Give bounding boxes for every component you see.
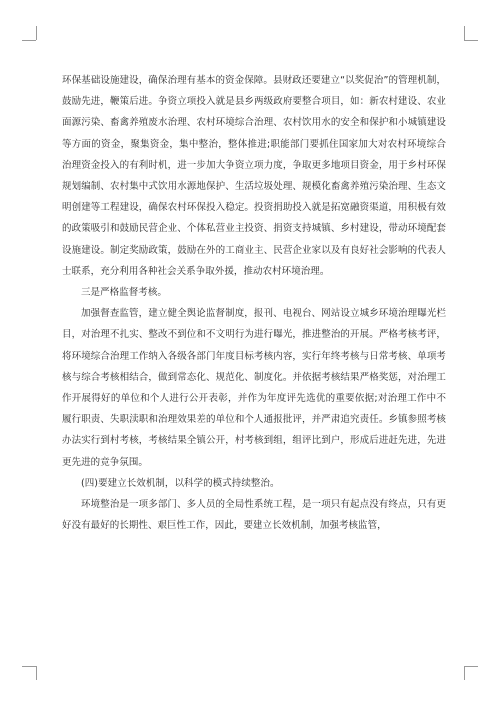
document-body [62,70,446,536]
paragraph-heading-supervision: 三是严格监督考核。 [81,287,167,299]
paragraph-mechanism: 环境整治是一项多部门、多人员的全局性系统工程，是一项只有起点没有终点，只有更好没有最好的长期性、艰巨性工作，因此，要建立长效机制，加强考核监管， [62,499,446,532]
crop-mark-top-right-horizontal [464,40,478,41]
crop-mark-top-left-horizontal [22,40,36,41]
paragraph-funding: 环保基础设施建设，确保治理有基本的资金保障。县财政还要建立“以奖促治”的管理机制，鼓励先进，鞭策后进。争资立项投入就是县乡两级政府要整合项目，如：新农村建设、农业面源污染、畜禽养殖废水治理、农村环境综合治理、农村饮用水的安全和保护和小城镇建设等方面的资金，聚集资金，集中整治，整体推进;职能部门要抓住国家加大对农村环境综合治理资金投入的有利时机，进一步加大争资立项力度，争取更多地项目资金，用于乡村环保规划编制、农村集中式饮用水源地保护、生活垃圾处理、规模化畜禽养殖污染治理、生态文明创建等工程建设，确保农村环保投入稳定。投资捐助投入就是拓宽融资渠道，用积极有效的政策吸引和鼓励民营企业、个体私营业主投资、捐资支持城镇、乡村建设，带动环境配套设施建设。制定奖励政策，鼓励在外的工商业主、民营企业家以及有良好社会影响的代表人士联系，充分利用各种社会关系争取外援，推动农村环境治理。 [62,75,446,277]
paragraph-heading-mechanism: (四)要建立长效机制，以科学的模式持续整治。 [81,477,280,489]
crop-mark-bottom-left-vertical [36,666,37,680]
paragraph-supervision: 加强督查监管，建立健全舆论监督制度，报刊、电视台、网站设立城乡环境治理曝光栏目，对治理不扎实、整改不到位和不文明行为进行曝光，推进整治的开展。严格考核考评，将环境综合治理工作纳入各级各部门年度目标考核内容，实行年终考核与日常考核、单项考核与综合考核相结合，做到常态化、规范化、制度化。并依据考核结果严格奖惩，对治理工作开展得好的单位和个人进行公开表彰，并作为年度评先选优的重要依据;对治理工作中不履行职责、失职渎职和治理效果差的单位和个人通报批评，并严肃追究责任。乡镇参照考核办法实行到村考核，考核结果全镇公开，村考核到组，组评比到户，形成后进赶先进，先进更先进的竞争氛围。 [62,308,446,468]
crop-mark-bottom-right-horizontal [464,666,478,667]
crop-mark-top-right-vertical [464,26,465,40]
crop-mark-bottom-left-horizontal [22,666,36,667]
crop-mark-top-left-vertical [36,26,37,40]
crop-mark-bottom-right-vertical [464,666,465,680]
